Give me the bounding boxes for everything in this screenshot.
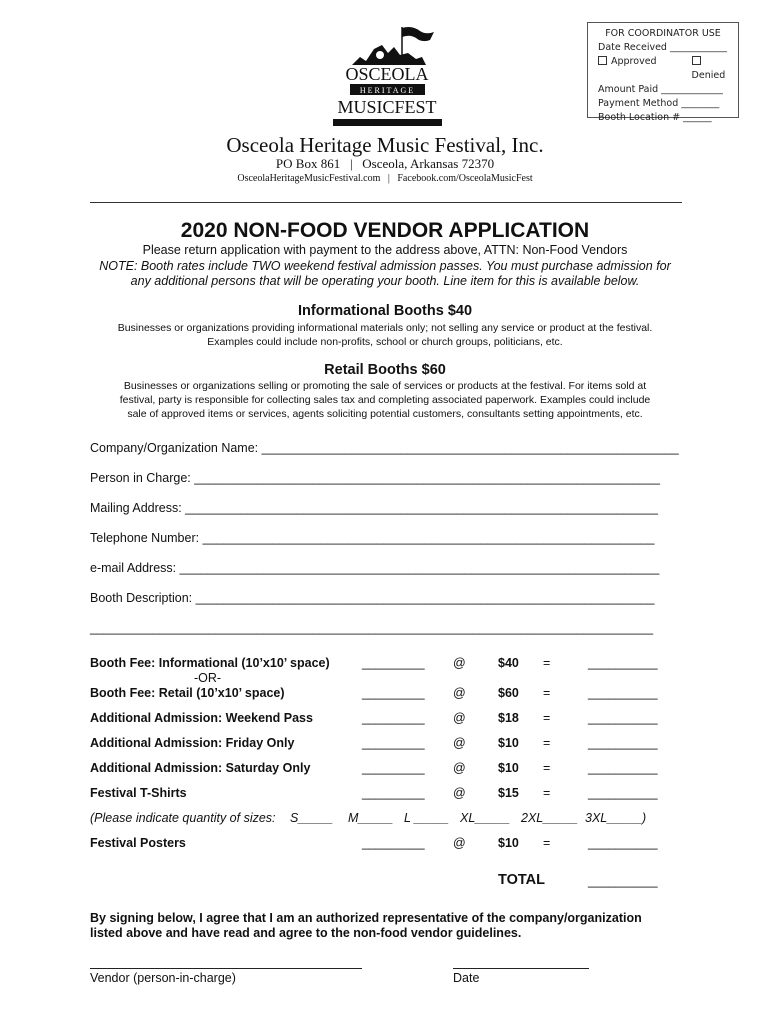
- fee-posters-price: $10: [498, 836, 519, 850]
- fee-friday-at: @: [453, 736, 466, 750]
- fee-info-eq: =: [543, 656, 551, 670]
- coordinator-box: [587, 22, 739, 123]
- fee-saturday-eq: =: [543, 761, 551, 775]
- denied-checkbox[interactable]: [692, 56, 701, 65]
- fee-posters-eq: =: [543, 836, 551, 850]
- fee-retail-total[interactable]: __________: [588, 686, 658, 700]
- fee-posters-at: @: [453, 836, 466, 850]
- size-xl-field[interactable]: XL_____: [460, 811, 511, 825]
- informational-booth-desc2: Examples could include non-profits, school or church groups, politicians, etc.: [207, 336, 563, 348]
- fee-weekend-at: @: [453, 711, 466, 725]
- fee-shirts-price: $15: [498, 786, 519, 800]
- booth-description-extra-line[interactable]: _________________________________________________________________________________: [90, 621, 654, 635]
- admission-note-line1: NOTE: Booth rates include TWO weekend festival admission passes. You must purchase admission for: [99, 259, 671, 273]
- fee-retail-qty[interactable]: _________: [362, 686, 425, 700]
- person-in-charge-field[interactable]: Person in Charge: ___________________________________________________________________: [90, 471, 661, 485]
- company-name-field[interactable]: Company/Organization Name: ____________________________________________________________: [90, 441, 679, 455]
- admission-note-line2: any additional persons that will be operating your booth. Line item for this is available below.: [130, 274, 640, 288]
- fee-weekend-qty[interactable]: _________: [362, 711, 425, 725]
- booth-location-field[interactable]: Booth Location # ______: [598, 112, 712, 123]
- vendor-signature-line[interactable]: [90, 968, 362, 969]
- return-instructions: Please return application with payment to the address above, ATTN: Non-Food Vendors: [142, 243, 628, 257]
- org-address: PO Box 861 | Osceola, Arkansas 72370: [275, 156, 495, 171]
- approved-option[interactable]: Approved: [598, 55, 692, 83]
- retail-booth-title: Retail Booths $60: [324, 362, 446, 378]
- fee-weekend-total[interactable]: __________: [588, 711, 658, 725]
- retail-booth-desc1: Businesses or organizations selling or promoting the sale of services or products at the festival. For items sold at: [123, 380, 647, 392]
- org-name: Osceola Heritage Music Festival, Inc.: [226, 133, 544, 157]
- logo-graphic: [330, 25, 445, 130]
- fee-posters-total[interactable]: __________: [588, 836, 658, 850]
- date-label: Date: [453, 971, 480, 985]
- email-field[interactable]: e-mail Address: _____________________________________________________________________: [90, 561, 660, 575]
- fee-info-label: Booth Fee: Informational (10’x10’ space): [90, 656, 330, 670]
- total-label: TOTAL: [498, 872, 545, 888]
- size-3xl-field[interactable]: 3XL_____): [585, 811, 647, 825]
- agreement-line1: By signing below, I agree that I am an authorized representative of the company/organization: [90, 911, 642, 925]
- denied-option[interactable]: Denied: [692, 55, 738, 83]
- fee-info-total[interactable]: __________: [588, 656, 658, 670]
- logo-text-heritage: HERITAGE: [359, 86, 416, 95]
- size-s-field[interactable]: S_____: [290, 811, 334, 825]
- fee-friday-qty[interactable]: _________: [362, 736, 425, 750]
- fee-posters-label: Festival Posters: [90, 836, 186, 850]
- coordinator-title: FOR COORDINATOR USE: [605, 28, 721, 39]
- payment-method-field[interactable]: Payment Method ________: [598, 98, 720, 109]
- size-2xl-field[interactable]: 2XL_____: [521, 811, 579, 825]
- fee-weekend-eq: =: [543, 711, 551, 725]
- size-m-field[interactable]: M_____: [348, 811, 394, 825]
- logo-text-musicfest: MUSICFEST: [337, 97, 437, 117]
- date-signature-line[interactable]: [453, 968, 589, 969]
- agreement-line2: listed above and have read and agree to the non-food vendor guidelines.: [90, 926, 522, 940]
- date-received-field[interactable]: Date Received ____________: [598, 42, 727, 53]
- logo-text-osceola: OSCEOLA: [345, 64, 429, 84]
- fee-info-qty[interactable]: _________: [362, 656, 425, 670]
- fee-saturday-at: @: [453, 761, 466, 775]
- header-divider: [90, 202, 682, 203]
- fee-shirts-label: Festival T-Shirts: [90, 786, 187, 800]
- fee-retail-at: @: [453, 686, 466, 700]
- fee-saturday-qty[interactable]: _________: [362, 761, 425, 775]
- fee-info-at: @: [453, 656, 466, 670]
- size-l-field[interactable]: L _____: [404, 811, 449, 825]
- fee-shirts-at: @: [453, 786, 466, 800]
- retail-booth-desc3: sale of approved items or services, agents soliciting potential customers, consultants setting appointments, etc.: [127, 408, 643, 420]
- fee-weekend-label: Additional Admission: Weekend Pass: [90, 711, 313, 725]
- telephone-field[interactable]: Telephone Number: _________________________________________________________________: [90, 531, 655, 545]
- fee-retail-eq: =: [543, 686, 551, 700]
- fee-friday-eq: =: [543, 736, 551, 750]
- amount-paid-field[interactable]: Amount Paid _____________: [598, 84, 723, 95]
- mailing-address-field[interactable]: Mailing Address: ____________________________________________________________________: [90, 501, 658, 515]
- fee-info-price: $40: [498, 656, 519, 670]
- informational-booth-desc1: Businesses or organizations providing informational materials only; not selling any service or product at the festival.: [117, 322, 653, 334]
- fee-shirts-total[interactable]: __________: [588, 786, 658, 800]
- booth-description-field[interactable]: Booth Description: __________________________________________________________________: [90, 591, 655, 605]
- fee-saturday-total[interactable]: __________: [588, 761, 658, 775]
- fee-saturday-price: $10: [498, 761, 519, 775]
- fee-weekend-price: $18: [498, 711, 519, 725]
- org-web: OsceolaHeritageMusicFestival.com | Facebook.com/OsceolaMusicFest: [237, 173, 533, 184]
- fee-shirts-qty[interactable]: _________: [362, 786, 425, 800]
- fee-retail-price: $60: [498, 686, 519, 700]
- shirt-sizes-prompt: (Please indicate quantity of sizes:: [90, 811, 276, 825]
- fee-friday-price: $10: [498, 736, 519, 750]
- approved-checkbox[interactable]: [598, 56, 607, 65]
- grand-total-field[interactable]: __________: [588, 874, 658, 888]
- fee-shirts-eq: =: [543, 786, 551, 800]
- page-title: 2020 NON-FOOD VENDOR APPLICATION: [180, 219, 590, 242]
- fee-friday-total[interactable]: __________: [588, 736, 658, 750]
- fee-friday-label: Additional Admission: Friday Only: [90, 736, 295, 750]
- informational-booth-title: Informational Booths $40: [297, 303, 473, 319]
- fee-retail-label: Booth Fee: Retail (10’x10’ space): [90, 686, 285, 700]
- vendor-signature-label: Vendor (person-in-charge): [90, 971, 236, 985]
- fee-saturday-label: Additional Admission: Saturday Only: [90, 761, 311, 775]
- fee-or-separator: -OR-: [194, 671, 222, 685]
- festival-logo: [330, 25, 445, 130]
- fee-posters-qty[interactable]: _________: [362, 836, 425, 850]
- retail-booth-desc2: festival, party is responsible for collecting sales tax and completing associated paperwork. Examples could include: [119, 394, 651, 406]
